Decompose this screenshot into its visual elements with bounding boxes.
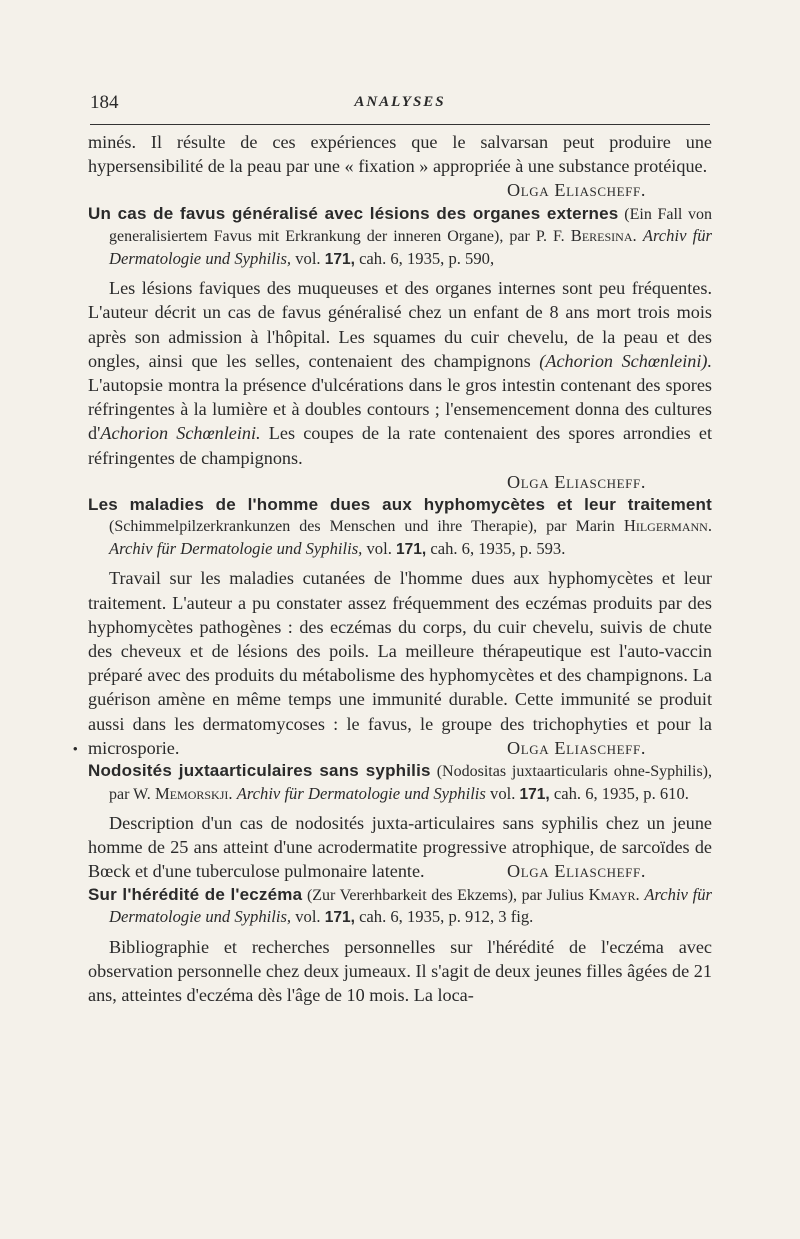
article-original-title: (Nodositas juxtaarticularis ohne-Syphilis), par W.	[109, 763, 713, 803]
article-volume: 171,	[324, 909, 355, 927]
article-journal: Archiv für Dermatologie und Syphilis,	[109, 884, 712, 927]
article-body-text-2: L'autopsie montra la présence d'ulcérations dans le gros intestin contenant des spores réfringentes à la lumière et à doubles contours ; l'ensemencement donna des cultures d'	[88, 374, 712, 444]
article-body-italic: (Achorion Schœnleini).	[539, 350, 712, 371]
article-body	[88, 276, 712, 470]
article-body-text: Travail sur les maladies cutanées de l'homme dues aux hyphomycètes et leur traitement. L'auteur a pu constater assez fréquemment des eczémas produits par des hyphomycètes pathogènes : des eczémas du corps, du cuir chevelu, suivis de chute des cheveux et de lésions des poils. La meilleure thérapeutique est l'auto-vaccin préparé avec des produits du métabolisme des hyphomycètes et des champignons. La guérison amène en même temps une immunité durable. Cette immunité se produit aussi dans les dermatomycoses : le favus, le groupe des trichophyties et pour la microsporie.	[88, 568, 712, 758]
article-journal: Archiv für Dermatologie und Syphilis	[236, 783, 486, 803]
article-vol-prefix: vol.	[366, 538, 392, 558]
article-vol-prefix: vol.	[295, 907, 321, 927]
intro-signature: Olga Eliascheff.	[506, 180, 646, 201]
article-eczema	[88, 884, 712, 1008]
article-title: Sur l'hérédité de l'eczéma	[88, 884, 303, 904]
article-author: Memorskji.	[154, 783, 233, 803]
article-vol-prefix: vol.	[295, 248, 321, 268]
article-title: Un cas de favus généralisé avec lésions des organes externes	[88, 203, 619, 223]
article-signature: Olga Eliascheff.	[506, 861, 646, 882]
article-journal: Archiv für Dermatologie und Syphilis,	[109, 226, 712, 268]
article-details: cah. 6, 1935, p. 590,	[359, 248, 495, 268]
article-title: Les maladies de l'homme dues aux hyphomycètes et leur traitement	[88, 494, 712, 514]
article-author: Kmayr.	[588, 884, 640, 904]
article-nodosites	[88, 760, 712, 884]
article-signature: Olga Eliascheff.	[506, 471, 646, 492]
article-body-text: Les lésions faviques des muqueuses et des organes internes sont peu fréquentes. L'auteur décrit un cas de favus généralisé chez un enfant de 8 ans mort trois mois après son admission à l'hôpital. Les squames du cuir chevelu, de la peau et des ongles, ainsi que les selles, contenaient des champignons	[88, 278, 712, 371]
article-hyphomycetes	[88, 494, 712, 760]
article-original-title: (Zur Vererhbarkeit des Ekzems), par Julius	[306, 886, 584, 904]
article-volume: 171,	[396, 540, 427, 558]
article-author: Beresina.	[570, 226, 637, 246]
article-heading	[88, 203, 712, 271]
article-body-text: Description d'un cas de nodosités juxta-articulaires sans syphilis chez un jeune homme de 25 ans atteint d'une acrodermatite progressive atrophique, de sarcoïdes de Bœck et d'une tuberculose pulmonaire latente.	[88, 813, 712, 882]
page-content	[88, 130, 712, 1007]
article-body-text-3: Les coupes de la rate contenaient des spores arrondies et réfringentes de champignons.	[88, 423, 713, 468]
article-heading	[88, 884, 712, 929]
article-body-italic-2: Achorion Schœnleini.	[100, 423, 261, 444]
article-vol-prefix: vol.	[490, 783, 516, 803]
article-body	[88, 935, 712, 1008]
article-title: Nodosités juxtaarticulaires sans syphilis	[88, 761, 431, 781]
margin-mark: •	[73, 741, 78, 756]
article-heading	[88, 760, 712, 805]
page-number: 184	[90, 92, 119, 113]
article-signature: Olga Eliascheff.	[506, 737, 646, 758]
article-body	[88, 811, 712, 884]
running-head: ANALYSES	[354, 94, 446, 110]
intro-text: minés. Il résulte de ces expériences que le salvarsan peut produire une hypersensibilité de la peau par une « fixation » appropriée à une substance protéique.	[88, 132, 712, 177]
header-rule	[90, 124, 710, 125]
article-heading	[88, 494, 712, 561]
article-details: cah. 6, 1935, p. 593.	[430, 538, 566, 558]
article-details: cah. 6, 1935, p. 912, 3 fig.	[359, 907, 534, 927]
article-journal: Archiv für Dermatologie und Syphilis,	[109, 538, 363, 558]
article-body-text: Bibliographie et recherches personnelles sur l'hérédité de l'eczéma avec observation personnelle chez deux jumeaux. Il s'agit de deux jeunes filles âgées de 21 ans, atteintes d'eczéma dès l'âge de 10 mois. La loca-	[88, 936, 712, 1006]
article-details: cah. 6, 1935, p. 610.	[553, 783, 689, 803]
intro-paragraph	[88, 130, 712, 201]
article-signature-line	[88, 470, 712, 494]
article-original-title: (Schimmelpilzerkrankunzen des Menschen und ihre Therapie), par Marin	[109, 518, 615, 536]
article-volume: 171,	[324, 250, 355, 268]
page-header	[90, 92, 710, 118]
article-favus	[88, 203, 712, 494]
article-author: Hilgermann.	[623, 516, 712, 536]
article-volume: 171,	[519, 785, 550, 803]
article-body	[88, 566, 712, 760]
article-original-title: (Ein Fall von generalisiertem Favus mit Erkrankung der inneren Organe), par P. F.	[109, 205, 712, 246]
